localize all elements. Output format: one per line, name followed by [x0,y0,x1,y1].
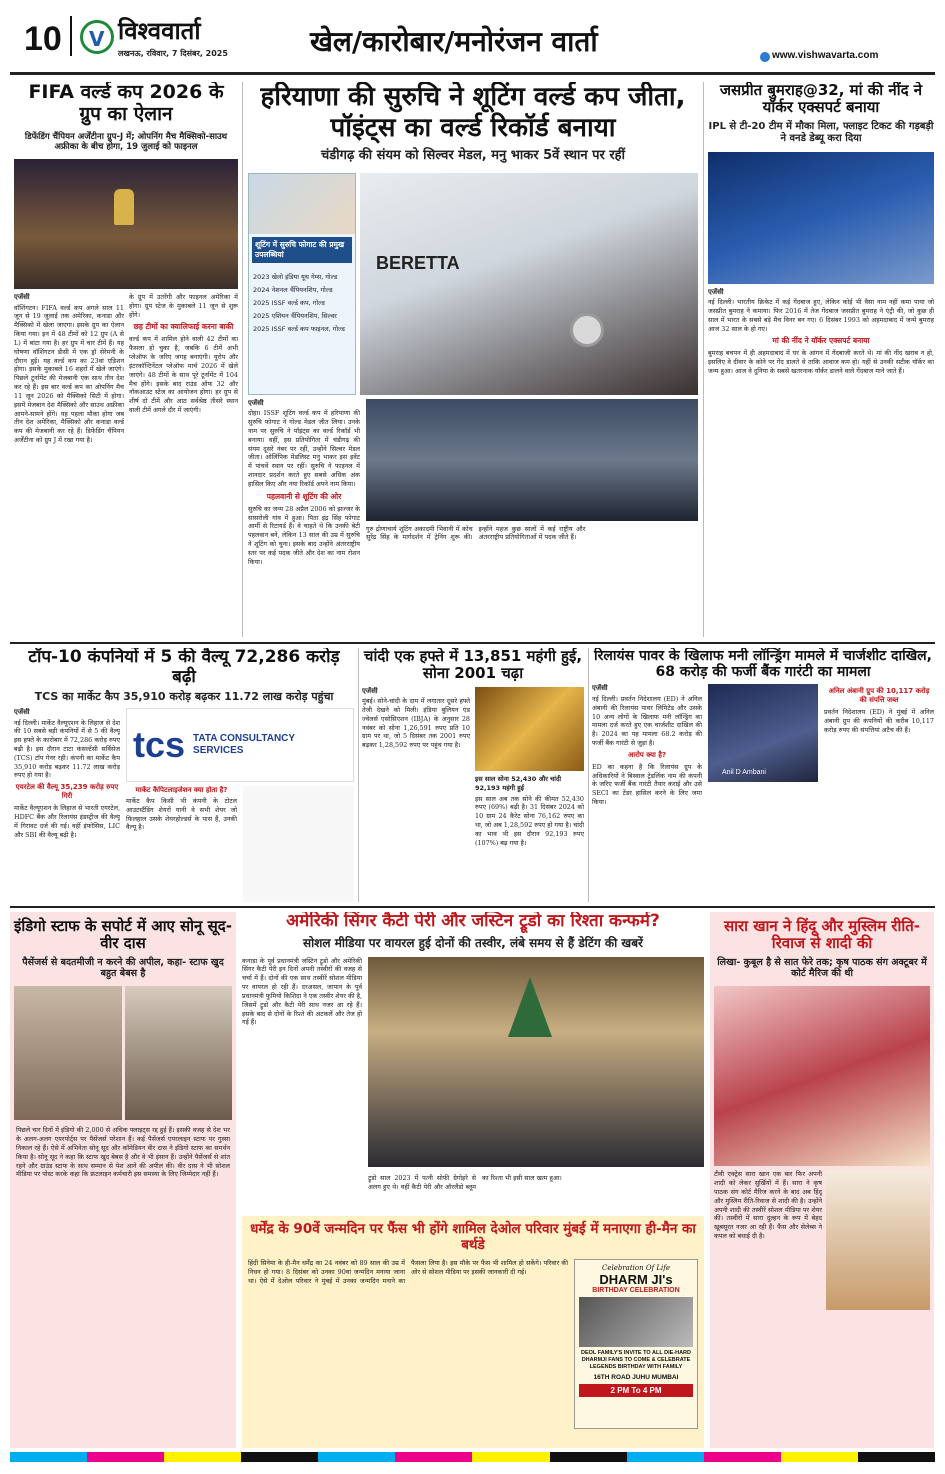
shooting-subhead: चंडीगढ़ की संयम को सिल्वर मेडल, मनु भाकर 5वें स्थान पर रहीं [321,148,625,164]
katy-story [242,912,704,1212]
reliance-body-3: प्रवर्तन निदेशालय (ED) ने मुंबई में अनिल अंबानी ग्रुप की कंपनियों की करीब 10,117 करोड़ रुपए की संपत्तियां अटैच की हैं। [824,708,934,734]
tcs-logo-text: TATA CONSULTANCY SERVICES [193,732,295,756]
tcs-body-2: मार्केट वैल्यूएशन के लिहाज से भारती एयरटेल, HDFC बैंक और रिलायंस इंडस्ट्रीज की वैल्यू में गिरावट दर्ज की गई। वहीं इंफोसिस, LIC और SBI की वैल्यू बढ़ी है। [14,804,120,839]
dateline: लखनऊ, रविवार, 7 दिसंबर, 2025 [118,49,228,58]
reliance-body: नई दिल्ली। प्रवर्तन निदेशालय (ED) ने अनिल अंबानी की रिलायंस पावर लिमिटेड और उसके 10 अन्य लोगों के खिलाफ मनी लॉन्ड्रिंग का मामला दर्ज करते हुए एक चार्जशीट दाखिल की है। 2024 का यह मामला 68.2 करोड़ की फर्जी बैंक गारंटी से जुड़ा है। [592,694,702,747]
reliance-inset-head-2: अनिल अंबानी ग्रुप की 10,117 करोड़ की संपत्ति जब्त [828,687,930,705]
shooting-headline: हरियाणा की सुरुचि ने शूटिंग वर्ल्ड कप जीता, पॉइंट्स का वर्ल्ड रिकॉर्ड बनाया [260,82,686,144]
page-number: 10 [24,20,62,58]
indigo-body: पिछले चार दिनों में इंडिगो की 2,000 से अधिक फ्लाइट्स रद्द हुई हैं। इसकी वजह से देश भर के अलग-अलग एयरपोर्ट्स पर पैसेंजर्स परेशान हैं। कई पैसेंजर्स एयरलाइन स्टाफ पर गुस्सा निकाल रहे हैं। ऐसे में अभिनेता सोनू सूद और कॉमेडियन वीर दास ने इंडिगो स्टाफ का समर्थन किया है। सोनू सूद ने कहा कि स्टाफ खुद बेबस है और वे भी इंसान हैं। उन्होंने पैसेंजर्स से शांत रहने और ग्राउंड स्टाफ के साथ सम्मान से पेश आने की अपील की। वीर दास ने भी सोशल मीडिया पर पोस्ट करके कहा कि फ्रंटलाइन कर्मचारी इस समस्या के लिए जिम्मेदार नहीं हैं। [16,1126,230,1179]
reliance-byline: एजेंसी [592,684,608,693]
shooting-col-1 [248,399,360,617]
fifa-body: वॉशिंगटन। FIFA वर्ल्ड कप अगले साल 11 जून से 19 जुलाई तक अमेरिका, कनाडा और मैक्सिको में खेला जाएगा। इसके ग्रुप का ऐलान किया गया। इन में 48 टीमों को 12 ग्रुप (A से L) में बांटा गया है। हर ग्रुप में चार टीमें हैं। यह घोषणा वॉशिंगटन डीसी में एक ड्रॉ सेरेमनी के दौरान हुई। यह वर्ल्ड कप का 23वां एडिशन होगा। इसके मुकाबले 16 शहरों में खेले जाएंगे। पिछले टूर्नामेंट की मेजबानी एक साथ तीन देश कर रहे हैं। इस बार वर्ल्ड कप का ओपनिंग मैच 11 जून 2026 को मैक्सिको सिटी में होगा। इसमें मेजबान देश मैक्सिको और साउथ अफ्रीका आमने-सामने होंगे। यह पहला मौका होगा जब तीन देश अमेरिका, मैक्सिको और कनाडा वर्ल्ड कप की मेजबानी कर रहे हैं। डिफेंडिंग चैंपियन अर्जेंटीना को ग्रुप J में रखा गया है। [14,303,124,445]
shooting-story [248,82,698,637]
inset-item: 2025 ISSF वर्ल्ड कप, गोल्ड [253,298,325,307]
tcs-logo [126,708,354,782]
shooting-body-2: सुरुचि का जन्म 28 अप्रैल 2006 को झज्जर के सासरोली गांव में हुआ। पिता इंद्र सिंह फोगाट आर्मी से रिटायर्ड हैं। वे चाहते थे कि उनकी बेटी पहलवान बने, लेकिन 13 साल की उम्र में सुरुचि ने शूटिंग को चुना। इसके बाद उन्होंने अंतरराष्ट्रीय स्तर पर कई पदक जीते और देश का नाम रोशन किया। [248,504,360,566]
masthead [0,0,945,72]
dharmendra-body: हिंदी सिनेमा के ही-मैन धर्मेंद्र का 24 नवंबर को 89 साल की उम्र में निधन हो गया। 8 दिसंबर को उनका 90वां जन्मदिन मनाया जाना था। ऐसे में देओल परिवार ने मुंबई में उनका जन्मदिन मनाने का फैसला लिया है। इस मौके पर फैंस भी शामिल हो सकेंगे। परिवार की ओर से सोशल मीडिया पर इसकी जानकारी दी गई। [248,1259,568,1285]
tcs-col-3 [243,786,354,902]
masthead-divider [70,16,72,56]
inset-list [249,266,355,339]
shooting-inset-head: पहलवानी से शूटिंग की ओर [266,491,342,501]
bumrah-body: नई दिल्ली। भारतीय क्रिकेट में कई गेंदबाज हुए, लेकिन कोई भी वैसा नाम नहीं कमा पाया जो जसप्रीत बुमराह ने कमाया। फिर 2016 में तेज गेंदबाज जसप्रीत बुमराह ने एंट्री की, जो कुछ ही साल में भारत के सबसे बड़े मैच विनर बन गए। 6 दिसंबर 1993 को अहमदाबाद में जन्मे बुमराह आज 32 साल के हो गए। [708,298,934,333]
fifa-col-2 [129,293,238,589]
medal-icon [570,313,604,347]
katy-body: कनाडा के पूर्व प्रधानमंत्री जस्टिन ट्रूडो और अमेरिकी सिंगर कैटी पेरी इन दिनों अपनी तस्वीरों की वजह से चर्चा में हैं। दोनों की एक साथ तस्वीरें सोशल मीडिया पर वायरल हो रही हैं। दरअसल, जापान के पूर्व प्रधानमंत्री फुमियो किशिदा ने एक तस्वीर शेयर की है, जिसमें ट्रूडो और कैटी पेरी साथ नजर आ रहे हैं। इसके बाद से दोनों के रिश्ते की अटकलें और तेज हो गई हैं। [242,956,362,1027]
dharmendra-headline: धर्मेंद्र के 90वें जन्मदिन पर फैंस भी होंगे शामिल देओल परिवार मुंबई में मनाएगा ही-मैन का बर्थडे [250,1221,696,1253]
silver-right [475,687,584,897]
divider [588,648,589,902]
jewelry-photo [475,687,584,771]
poster-tag: DEOL FAMILY'S INVITE TO ALL DIE-HARD DHARMJI FANS TO COME & CELEBRATE LEGENDS BIRTHDAY WITH FAMILY [581,1350,691,1371]
tcs-inset-head: एयरटेल की वैल्यू 35,239 करोड़ रुपए गिरी [15,783,119,801]
reliance-inset-head: आरोप क्या है? [627,750,667,759]
silver-story [362,648,584,902]
reliance-col-1 [592,684,702,892]
globe-icon [760,52,770,62]
shooting-body-3: गुरु द्रोणाचार्य शूटिंग अकादमी भिवानी में कोच सुरेंद्र सिंह के मार्गदर्शन में ट्रेनिंग शुरू की। इन्होंने महज कुछ सालों में कई राष्ट्रीय और अंतरराष्ट्रीय प्रतियोगिताओं में पदक जीते हैं। [366,524,586,542]
ambani-photo [708,684,818,782]
bumrah-story [708,82,934,637]
tcs-col-1 [14,708,120,902]
shooting-body: दोहा। ISSF शूटिंग वर्ल्ड कप में हरियाणा की सुरुचि फोगाट ने गोल्ड मेडल जीत लिया। उनके नाम पर सुरुचि ने पॉइंट्स का वर्ल्ड रिकॉर्ड भी बनाया। वहीं, इस प्रतियोगिता में चंडीगढ़ की संयम दूसरे नंबर पर रहीं, उन्होंने सिल्वर मेडल जीता। ओलिंपिक मेडलिस्ट मनु भाकर इस इवेंट में पांचवें स्थान पर रहीं। सुरुचि ने फाइनल में शानदार प्रदर्शन करते हुए सबसे अधिक अंक हासिल किए और नया रिकॉर्ड अपने नाम किया। [248,409,360,488]
inset-item: 2023 खेलो इंडिया यूथ गेम्स, गोल्ड [253,272,338,281]
reliance-col-3 [824,684,934,892]
sara-headline: सारा खान ने हिंदू और मुस्लिम रीति-रिवाज से शादी की [724,917,920,953]
divider [703,82,704,637]
poster-time: 2 PM To 4 PM [579,1384,693,1397]
katy-trudeau-photo [368,957,704,1167]
banner-text: BERETTA [376,252,460,273]
fifa-trophy-icon [114,189,134,225]
sara-body: टीवी एक्ट्रेस सारा खान एक बार फिर अपनी शादी को लेकर सुर्खियों में हैं। सारा ने कृष पाठक संग कोर्ट मैरिज करने के बाद अब हिंदू और मुस्लिम रीति-रिवाज से शादी की है। उन्होंने अपनी शादी की तस्वीरें सोशल मीडिया पर शेयर कीं। तस्वीरों में सारा दुल्हन के रूप में बेहद खूबसूरत नजर आ रही हैं। फैंस और सेलेब्स ने कपल को बधाई दी है। [714,1170,822,1241]
tcs-col-2 [126,786,237,902]
poster-venue: 16TH ROAD JUHU MUMBAI [593,1374,679,1382]
shooting-byline: एजेंसी [248,398,264,407]
divider [358,648,359,902]
section-title: खेल/कारोबार/मनोरंजन वार्ता [310,25,598,58]
fifa-subhead: डिफेंडिंग चैंपियन अर्जेंटीना ग्रुप-J में; ओपनिंग मैच मैक्सिको-साउथ अफ्रीका के बीच होगा, 19 जुलाई को फाइनल [24,131,228,153]
sara-wedding-photo [714,986,930,1166]
sara-subhead: लिखा- कुबूल है से सात फेरे तक; कृष पाठक संग अक्टूबर में कोर्ट मैरिज की थी [717,956,927,980]
tcs-headline: टॉप-10 कंपनियों में 5 की वैल्यू 72,286 करोड़ बढ़ी [28,648,340,687]
tcs-subhead: TCS का मार्केट कैप 35,910 करोड़ बढ़कर 11.72 लाख करोड़ पहुंचा [34,690,334,704]
bumrah-body-2: बुमराह बचपन में ही अहमदाबाद में घर के आंगन में गेंदबाजी करते थे। मां की नींद खराब न हो, इसलिए वे दीवार के कोने पर गेंद डालते थे ताकि आवाज कम हो। यहीं से उनकी सटीक यॉर्कर का जन्म हुआ। आज वे दुनिया के सबसे खतरनाक यॉर्कर डालने वाले गेंदबाज माने जाते हैं। [708,349,934,376]
bumrah-byline: एजेंसी [708,287,724,296]
indigo-story [10,912,236,1448]
poster-title: Celebration Of Life [601,1264,671,1273]
sara-story [710,912,934,1448]
poster-event: BIRTHDAY CELEBRATION [592,1287,680,1295]
tcs-right [126,708,354,902]
podium-photo [366,399,698,521]
silver-caption: इस साल सोना 52,430 और चांदी 92,193 महंगी हुई [475,774,562,792]
section-rule [10,906,935,908]
tcs-body-3: मार्केट कैप किसी भी कंपनी के टोटल आउटस्टैंडिंग शेयरों यानी वे सभी शेयर जो फिलहाल उसके शेयरहोल्डर्स के पास हैं, उनकी वैल्यू है। [126,796,237,832]
katy-body-2: ट्रूडो साल 2023 में पत्नी सोफी ग्रेगोइरे से अलग हुए थे। वहीं कैटी पेरी और ऑरलैंडो ब्लूम का रिश्ता भी इसी साल खत्म हुआ। [368,1174,562,1191]
inset-photo [249,174,355,234]
fifa-story [14,82,238,637]
reliance-body-2: ED का कहना है कि रिलायंस ग्रुप के अधिकारियों ने बिस्वाल ट्रेडलिंक नाम की कंपनी के जरिए फर्जी बैंक गारंटी तैयार कराई और उसे SECI का टेंडर हासिल करने के लिए जमा किया। [592,762,702,807]
shooting-main-photo [360,173,698,395]
indigo-subhead: पैसेंजर्स से बदतमीजी न करने की अपील, कहा- स्टाफ खुद बहुत बेबस है [22,956,224,980]
tcs-body: नई दिल्ली। मार्केट वैल्यूएशन के लिहाज से देश की 10 सबसे बड़ी कंपनियों में से 5 की वैल्यू इस हफ्ते के कारोबार में 72,286 करोड़ रुपए बढ़ी है। इस दौरान टाटा कंसल्टेंसी सर्विसेज (TCS) टॉप गेनर रही। कंपनी का मार्केट कैप 35,910 करोड़ बढ़कर 11.72 लाख करोड़ रुपए हो गया है। [14,718,120,780]
tcs-byline: एजेंसी [14,707,30,716]
fifa-body-2: के ग्रुप में उतरेंगी और फाइनल अमेरिका में होगा। ग्रुप स्टेज के मुकाबले 11 जून से शुरू होंगे। [129,292,238,319]
silver-byline: एजेंसी [362,686,378,695]
silver-body: मुंबई। सोने-चांदी के दाम में लगातार दूसरे हफ्ते तेजी देखने को मिली। इंडिया बुलियन एंड ज्वेलर्स एसोसिएशन (IBJA) के अनुसार 28 नवंबर को सोना 1,26,591 रुपए प्रति 10 ग्राम पर था, जो 5 दिसंबर तक 2001 रुपए बढ़कर 1,28,592 रुपए पर पहुंच गया है। [362,697,470,750]
divider [242,82,243,637]
reliance-headline: रिलायंस पावर के खिलाफ मनी लॉन्ड्रिंग मामले में चार्जशीट दाखिल, 68 करोड़ की फर्जी बैंक गारंटी का मामला [594,648,932,681]
reliance-story [592,648,934,902]
bumrah-subhead: IPL से टी-20 टीम में मौका मिला, फ्लाइट टिकट की गड़बड़ी ने वनडे डेब्यू करा दिया [708,120,934,144]
katy-headline: अमेरिकी सिंगर कैटी पेरी और जस्टिन ट्रूडो का रिश्ता कन्फर्म? [286,912,660,931]
paper-logo-icon: V [80,20,114,54]
poster-photo [579,1297,693,1347]
inset-item: 2024 नेशनल चैंपियनशिप, गोल्ड [253,285,333,294]
fifa-photo [14,159,238,289]
silver-col-1 [362,687,470,897]
christmas-tree-icon [508,977,552,1037]
sonu-sood-photo [14,986,122,1120]
ambani-caption: Anil D Ambani [722,769,766,777]
tcs-story [14,648,354,902]
inset-item: 2025 एशियन चैंपियनशिप, सिल्वर [253,311,337,320]
dharmendra-story [242,1216,704,1448]
fifa-body-3: वर्ल्ड कप में शामिल होने वाली 42 टीमों का फैसला हो चुका है, जबकि 6 टीमें अभी प्लेऑफ के जरिए जगह बनाएंगी। यूरोप और इंटरकॉन्टिनेंटल प्लेऑफ मार्च 2026 में खेले जाएंगे। 48 टीमों के साथ पूरे टूर्नामेंट में 104 मैच होंगे। इसके बाद राउंड ऑफ 32 और नॉकआउट स्टेज का आयोजन होगा। हर ग्रुप से शीर्ष दो टीमें और आठ सर्वश्रेष्ठ तीसरे स्थान वाली टीमें अगले दौर में जाएंगी। [129,335,238,415]
katy-col-1 [242,957,362,1207]
fifa-col-1 [14,293,124,589]
shooting-inset [248,173,356,395]
reliance-mid [708,684,818,892]
tcs-inset-head-2: मार्केट कैपिटलाइजेशन क्या होता है? [135,785,228,794]
poster-name: DHARM JI's [599,1272,673,1288]
bumrah-inset-head: मां की नींद ने यॉर्कर एक्सपर्ट बनाया [772,336,870,346]
paper-name: विश्ववार्ता [118,17,201,45]
tcs-logo-mark: tcs [133,723,186,765]
indigo-headline: इंडिगो स्टाफ के सपोर्ट में आए सोनू सूद-वीर दास [14,917,232,953]
fifa-headline: FIFA वर्ल्ड कप 2026 के ग्रुप का ऐलान [28,82,224,125]
website[interactable]: www.vishwavarta.com [772,50,879,61]
silver-body-2: इस साल अब तक सोने की कीमत 52,430 रुपए (69%) बढ़ी है। 31 दिसंबर 2024 को 10 ग्राम 24 कैरेट सोना 76,162 रुपए का था, जो अब 1,28,592 रुपए हो गया है। चांदी का भाव भी इस दौरान 92,193 रुपए (107%) बढ़ गया है। [475,794,584,847]
printer-color-bar [10,1452,935,1462]
shooting-right [366,399,698,617]
bumrah-text [708,288,934,598]
bumrah-photo [708,152,934,284]
silver-headline: चांदी एक हफ्ते में 13,851 महंगी हुई, सोना 2001 चढ़ा [363,648,583,683]
fifa-inset-head: छह टीमों का क्वालिफाई करना बाकी [133,322,234,332]
sara-couple-photo [826,1170,930,1310]
vir-das-photo [125,986,233,1120]
katy-subhead: सोशल मीडिया पर वायरल हुई दोनों की तस्वीर, लंबे समय से हैं डेटिंग की खबरें [303,935,643,950]
shooting-inset-title: शूटिंग में सुरुचि फोगाट की प्रमुख उपलब्धियां [252,237,352,263]
section-rule [10,642,935,644]
inset-item: 2025 ISSF वर्ल्ड कप फाइनल, गोल्ड [253,324,345,333]
bumrah-headline: जसप्रीत बुमराह@32, मां की नींद ने यॉर्कर एक्सपर्ट बनाया [719,82,923,117]
fifa-byline: एजेंसी [14,292,30,301]
masthead-rule [10,72,935,75]
birthday-poster [574,1259,698,1429]
